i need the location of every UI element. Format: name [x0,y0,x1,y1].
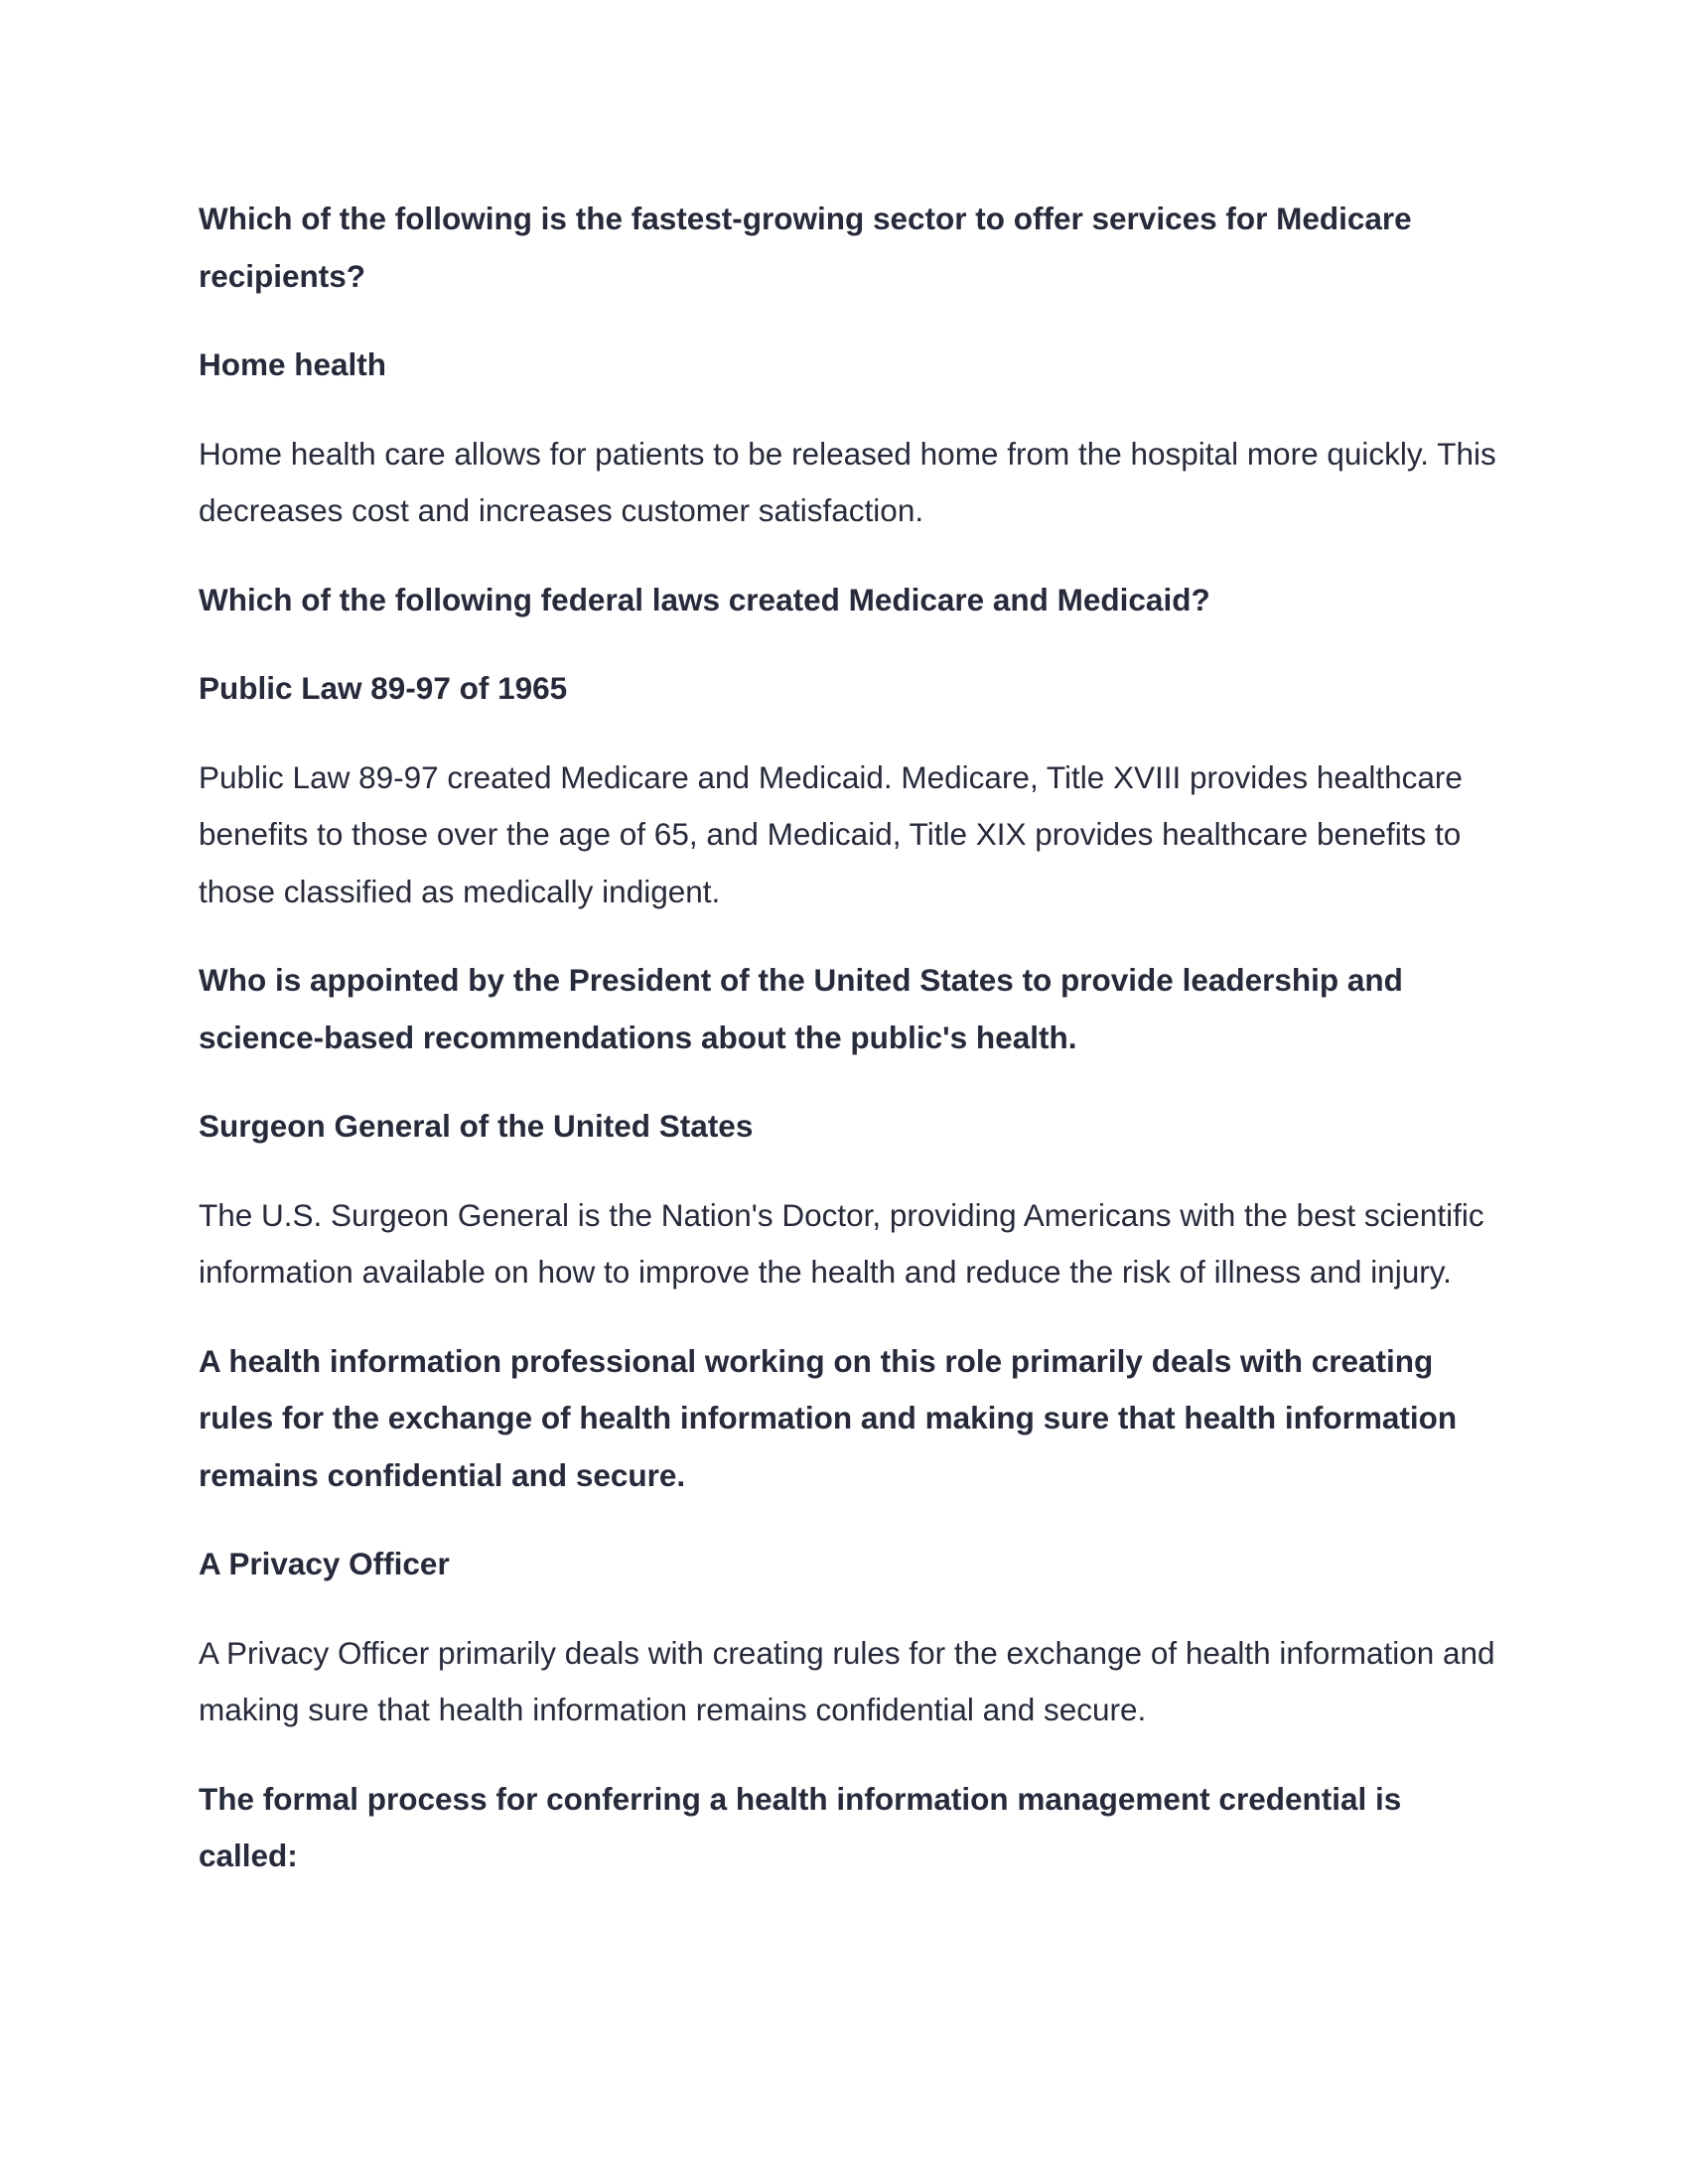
document-page [199,191,1499,1885]
question-text: Who is appointed by the President of the United States to provide leadership and science-based recommendations about the public's health. [199,962,1403,1055]
explanation-text: Public Law 89-97 created Medicare and Medicaid. Medicare, Title XVIII provides healthcare benefits to those over the age of 65, and Medicaid, Title XIX provides healthcare benefits to those classified as medically indigent. [199,758,1463,909]
question-text: The formal process for conferring a health information management credential is called: [199,1780,1402,1873]
explanation-text: A Privacy Officer primarily deals with creating rules for the exchange of health information and making sure that health information remains confidential and secure. [199,1634,1495,1727]
explanation-text: Home health care allows for patients to be released home from the hospital more quickly. This decreases cost and increases customer satisfaction. [199,435,1496,528]
answer-text: A Privacy Officer [199,1546,450,1581]
answer-text: Surgeon General of the United States [199,1108,754,1144]
question-text: A health information professional working on this role primarily deals with creating rules for the exchange of health information and making sure that health information remains confidential and secure. [199,1342,1458,1493]
answer-text: Home health [199,346,387,382]
explanation-text: The U.S. Surgeon General is the Nation's Doctor, providing Americans with the best scientific information available on how to improve the health and reduce the risk of illness and injury. [199,1196,1484,1290]
question-text: Which of the following federal laws created Medicare and Medicaid? [199,581,1210,617]
question-text: Which of the following is the fastest-growing sector to offer services for Medicare recipients? [199,201,1412,294]
answer-text: Public Law 89-97 of 1965 [199,670,568,706]
